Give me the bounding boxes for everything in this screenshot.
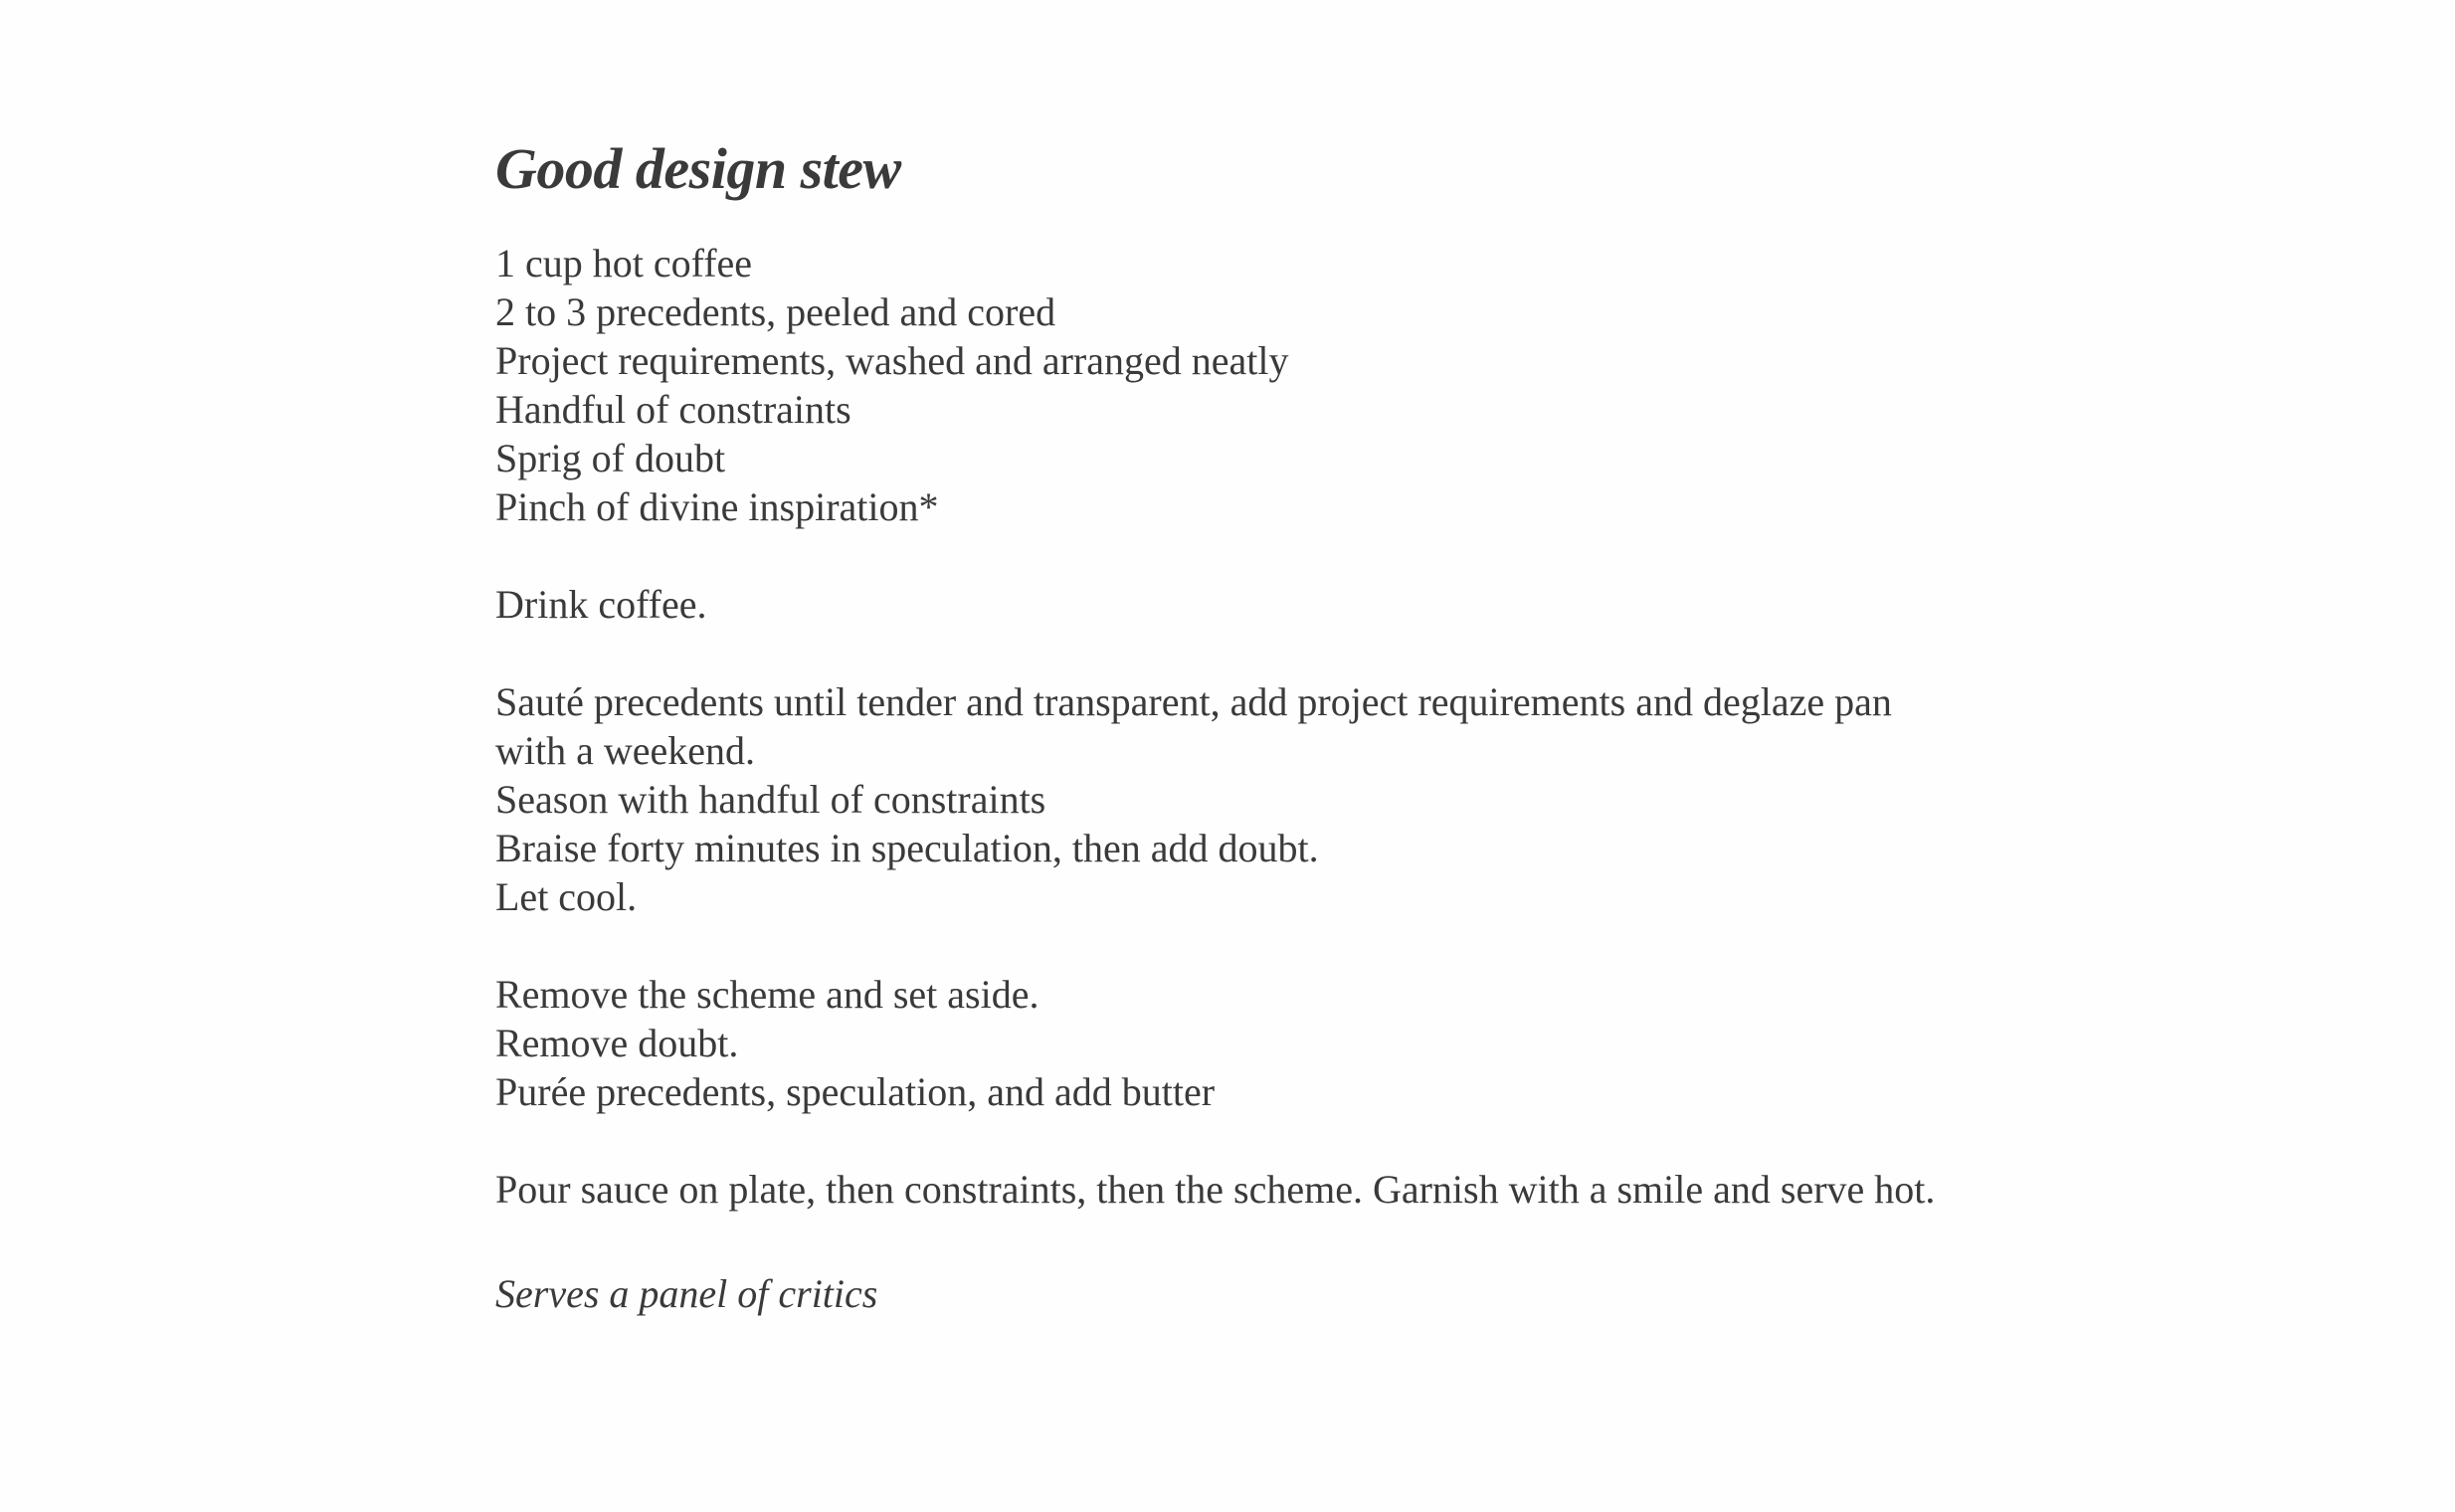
instruction-step-4 — [495, 1165, 2047, 1214]
instruction-line: Remove the scheme and set aside. — [495, 972, 1039, 1017]
instruction-line: Sauté precedents until tender and transparent, add project requirements and deglaze pan — [495, 679, 1892, 724]
instruction-step-3 — [495, 970, 2047, 1116]
ingredient-line: Sprig of doubt — [495, 436, 726, 480]
ingredient-line: Project requirements, washed and arranged neatly — [495, 338, 1289, 383]
instruction-line: Braise forty minutes in speculation, then add doubt. — [495, 826, 1319, 870]
instruction-line: Pour sauce on plate, then constraints, then the scheme. Garnish with a smile and serve hot. — [495, 1167, 1936, 1212]
instruction-line: Drink coffee. — [495, 582, 707, 627]
instruction-line: Purée precedents, speculation, and add butter — [495, 1069, 1216, 1114]
instruction-line: Let cool. — [495, 874, 638, 919]
instruction-step-2 — [495, 677, 2047, 921]
ingredient-line: Handful of constraints — [495, 387, 851, 432]
serves-note: Serves a panel of critics — [495, 1271, 878, 1316]
recipe-title: Good design stew — [495, 136, 901, 201]
recipe-content — [495, 131, 2047, 1318]
ingredient-line: 1 cup hot coffee — [495, 241, 753, 285]
instruction-line: with a weekend. — [495, 728, 756, 773]
ingredients-list — [495, 239, 2047, 531]
ingredient-line: 2 to 3 precedents, peeled and cored — [495, 289, 1056, 334]
instruction-line: Season with handful of constraints — [495, 777, 1046, 822]
ingredient-line: Pinch of divine inspiration* — [495, 484, 939, 529]
instruction-line: Remove doubt. — [495, 1021, 739, 1065]
instruction-step-1 — [495, 580, 2047, 629]
